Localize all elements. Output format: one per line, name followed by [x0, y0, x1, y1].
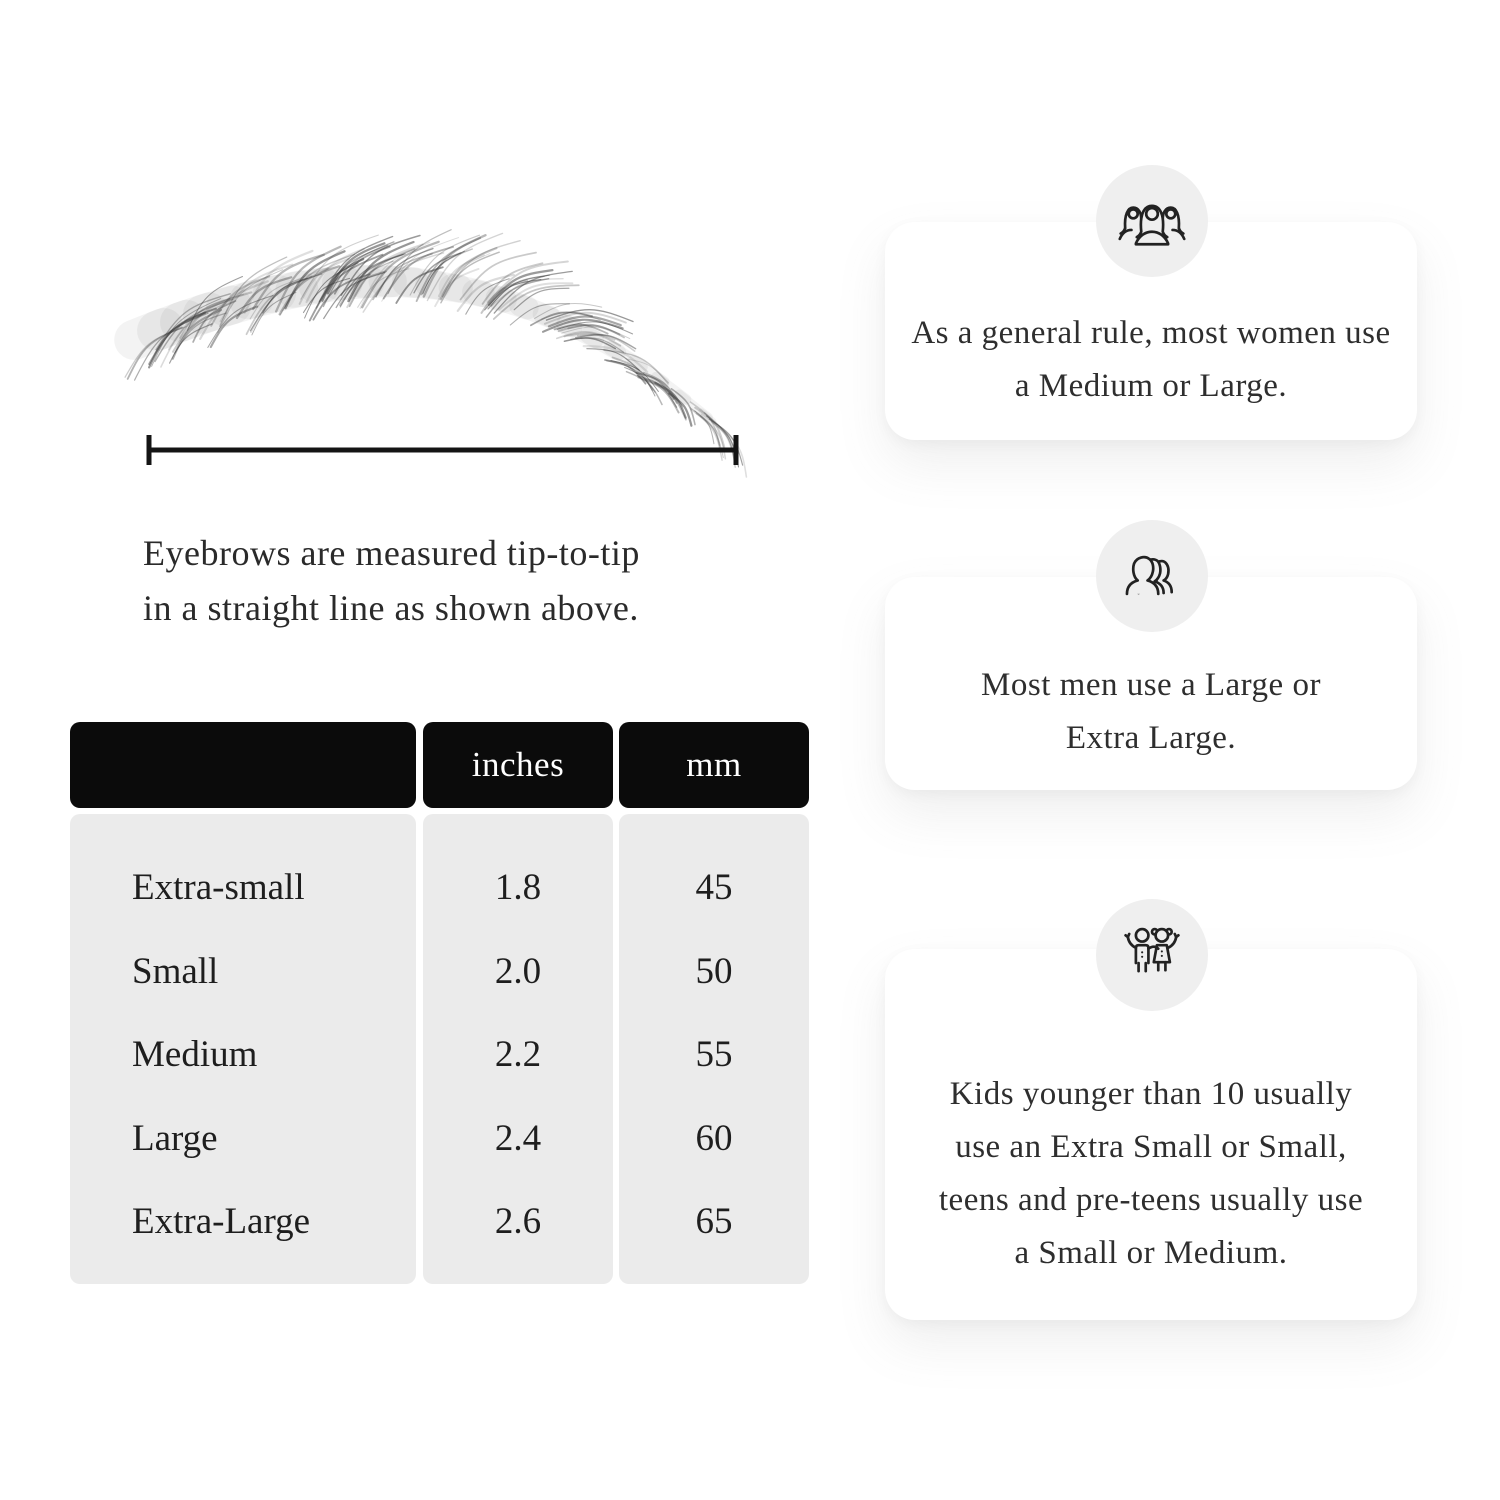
table-row [70, 1203, 810, 1240]
caption-line-2: in a straight line as shown above. [143, 588, 639, 628]
size-label: Large [132, 1117, 218, 1159]
table-header-mm-label: mm [686, 745, 742, 784]
size-label: Extra-small [132, 867, 305, 908]
card-women-text: As a general rule, most women use a Medium or Large. [911, 315, 1391, 404]
inches-value: 2.4 [494, 1117, 542, 1159]
size-label: Medium [132, 1034, 258, 1075]
mm-value: 65 [695, 1201, 733, 1242]
inches-value: 2.0 [494, 950, 542, 992]
mm-value: 50 [695, 950, 733, 992]
size-label: Extra-Large [132, 1201, 311, 1242]
size-table [70, 722, 810, 1284]
women-group-icon [1118, 187, 1186, 255]
measurement-line [145, 432, 740, 468]
table-header-size [70, 722, 416, 808]
men-icon-circle [1096, 520, 1208, 632]
table-row [70, 950, 810, 992]
mm-value: 45 [695, 867, 733, 908]
kids-icon-circle [1096, 899, 1208, 1011]
table-row [70, 1036, 810, 1073]
table-header-inches-label: inches [471, 745, 565, 784]
inches-value: 2.2 [494, 1034, 542, 1075]
eyebrow-sketch-svg [105, 232, 755, 462]
mm-value: 60 [695, 1117, 733, 1159]
card-kids-text: Kids younger than 10 usually use an Extra Small or Small, teens and pre-teens usually use a Small or Medium. [938, 1075, 1364, 1271]
eyebrow-illustration [105, 232, 755, 452]
caption-line-1: Eyebrows are measured tip-to-tip [143, 533, 640, 573]
table-row [70, 1117, 810, 1159]
measurement-caption [143, 526, 783, 636]
inches-value: 2.6 [494, 1201, 542, 1242]
children-icon [1118, 921, 1186, 989]
women-icon-circle [1096, 165, 1208, 277]
measurement-line-svg [145, 432, 740, 468]
size-label: Small [132, 950, 219, 992]
table-rows [70, 814, 810, 1284]
mm-value: 55 [695, 1034, 733, 1075]
card-men-text: Most men use a Large or Extra Large. [981, 666, 1321, 756]
inches-value: 1.8 [494, 867, 542, 908]
table-row [70, 869, 810, 906]
men-group-icon [1118, 542, 1186, 610]
